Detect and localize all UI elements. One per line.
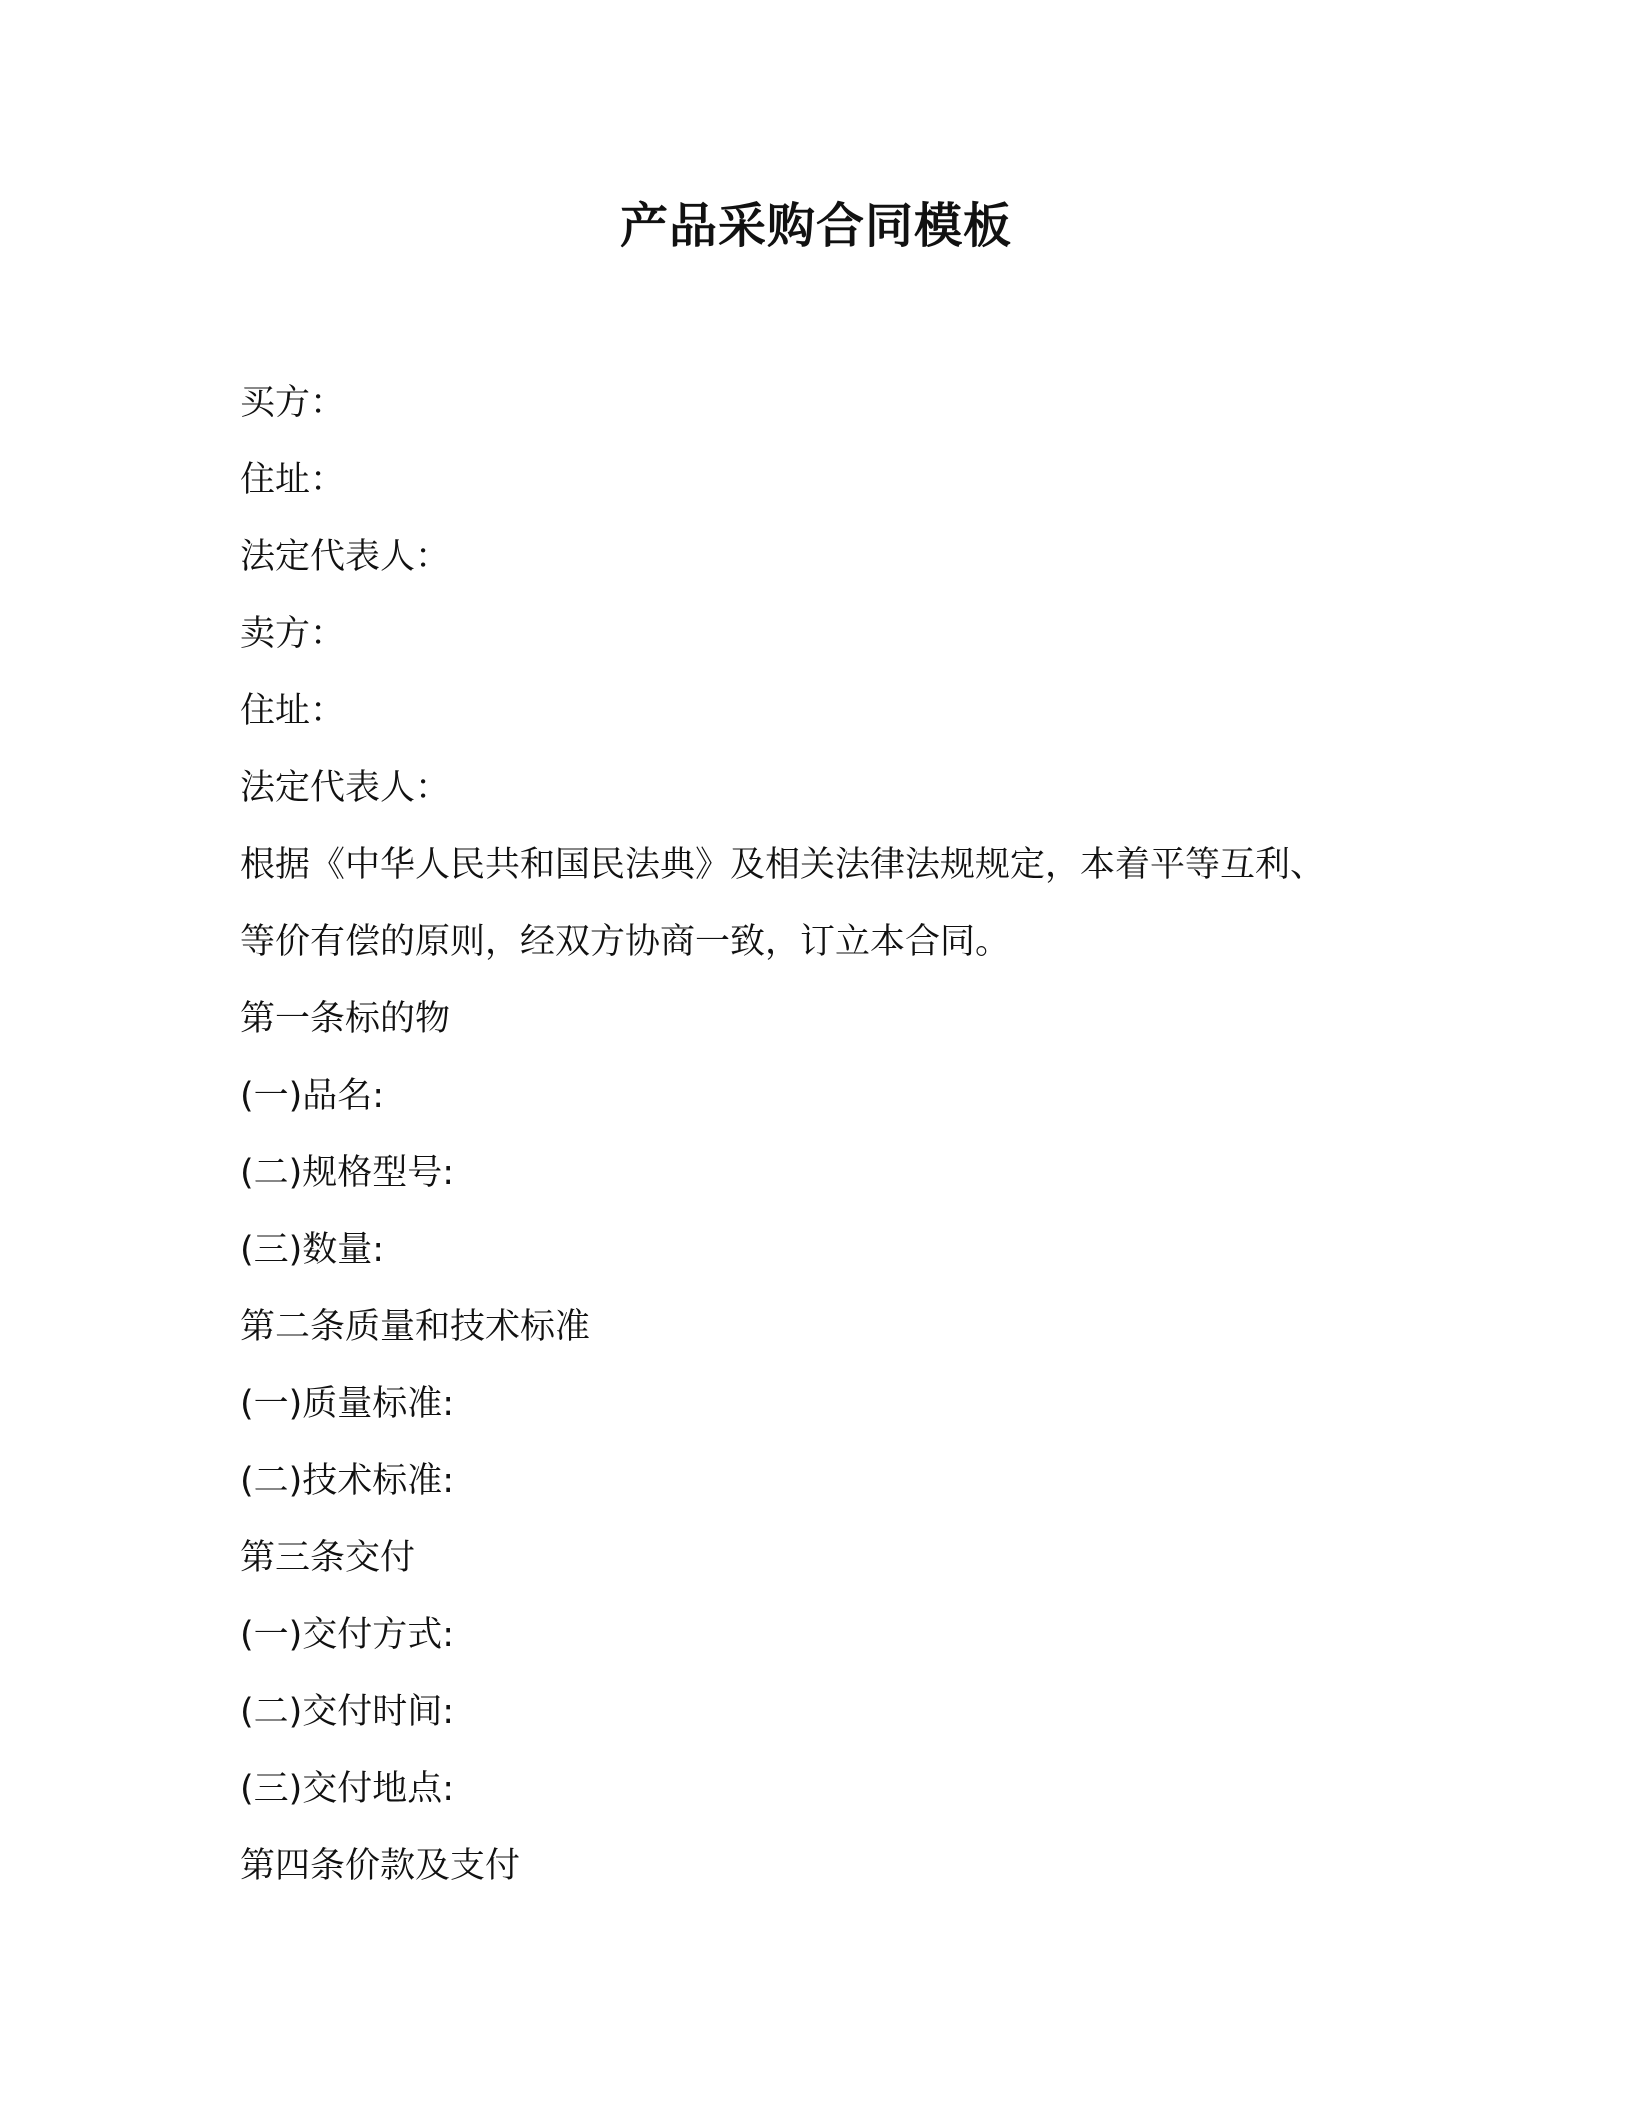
article-3-heading: 第三条交付 bbox=[240, 1538, 416, 1578]
article-2-item-2: (二)技术标准: bbox=[240, 1461, 455, 1501]
preamble-line-2: 等价有偿的原则，经双方协商一致，订立本合同。 bbox=[240, 922, 1011, 962]
article-1-item-1: (一)品名: bbox=[240, 1076, 385, 1116]
seller-label: 卖方： bbox=[240, 614, 346, 654]
buyer-label: 买方： bbox=[240, 383, 346, 423]
article-3-item-1: (一)交付方式: bbox=[240, 1615, 455, 1655]
article-2-item-1: (一)质量标准: bbox=[240, 1384, 455, 1424]
buyer-legal-rep-label: 法定代表人： bbox=[240, 537, 451, 577]
article-1-item-3: (三)数量: bbox=[240, 1230, 385, 1270]
article-4-heading: 第四条价款及支付 bbox=[240, 1846, 521, 1886]
article-1-heading: 第一条标的物 bbox=[240, 999, 451, 1039]
document-body bbox=[240, 365, 1390, 1905]
article-3-item-2: (二)交付时间: bbox=[240, 1692, 455, 1732]
buyer-address-label: 住址： bbox=[240, 460, 346, 500]
article-2-heading: 第二条质量和技术标准 bbox=[240, 1307, 591, 1347]
seller-address-label: 住址： bbox=[240, 691, 346, 731]
preamble-line-1: 根据《中华人民共和国民法典》及相关法律法规规定，本着平等互利、 bbox=[240, 845, 1326, 885]
seller-legal-rep-label: 法定代表人： bbox=[240, 768, 451, 808]
document-title: 产品采购合同模板 bbox=[619, 198, 1012, 254]
article-1-item-2: (二)规格型号: bbox=[240, 1153, 455, 1193]
article-3-item-3: (三)交付地点: bbox=[240, 1769, 455, 1809]
